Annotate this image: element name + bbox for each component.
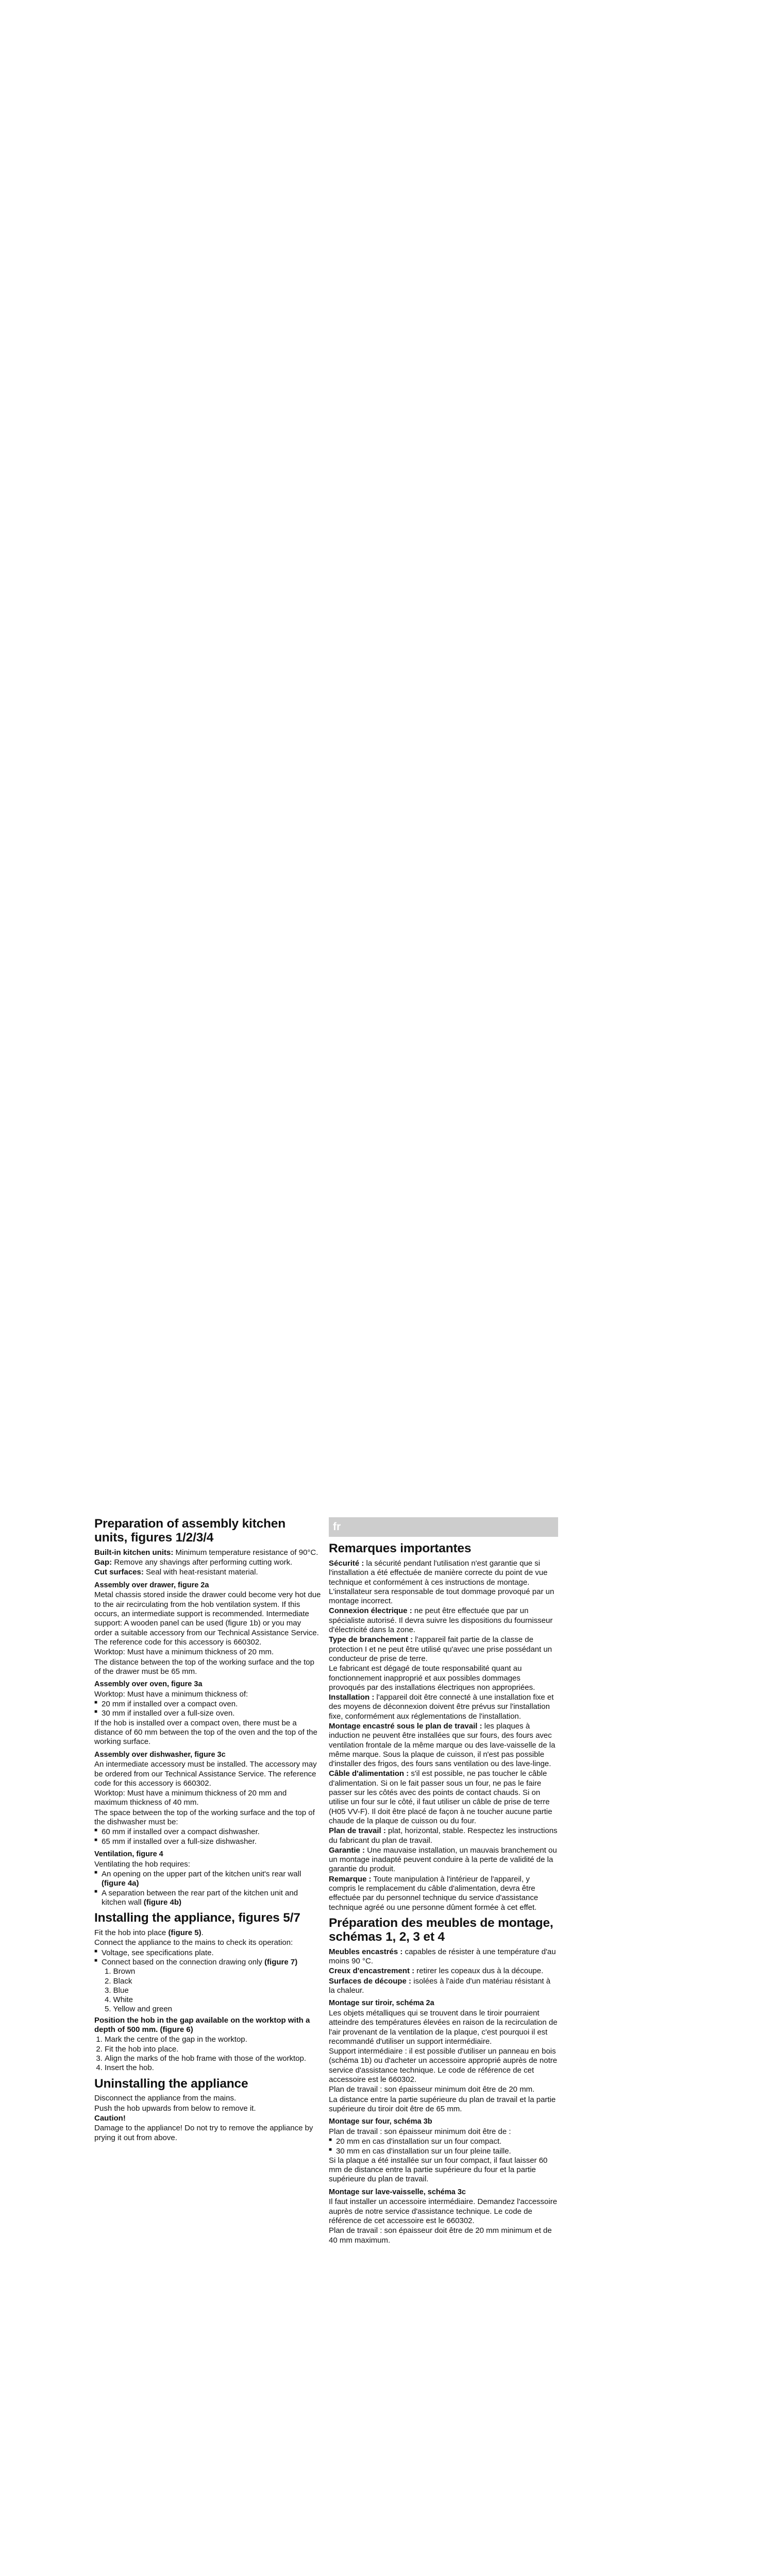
section-title-uninstalling: Uninstalling the appliance bbox=[94, 2076, 248, 2091]
list-item: ■ 20 mm if installed over a compact oven. bbox=[94, 1700, 321, 1709]
list-item: 3. Blue bbox=[105, 1986, 129, 1995]
paragraph: Connect the appliance to the mains to check its operation: bbox=[94, 1938, 293, 1947]
heading-sur-tiroir: Montage sur tiroir, schéma 2a bbox=[329, 1999, 434, 2008]
caution-label: Caution! bbox=[94, 2114, 126, 2123]
section-title-remarques: Remarques importantes bbox=[329, 1541, 472, 1555]
paragraph: Push the hob upwards from below to remove it. bbox=[94, 2104, 256, 2113]
paragraph: Sécurité : la sécurité pendant l'utilisation n'est garantie que si l'installation a été effectuée de manière correcte du point de vue technique et conformément à ces instructions de montage. L'installateur sera responsable de tout dommage provoqué par un montage incorrect. bbox=[329, 1558, 554, 1606]
paragraph: Connexion électrique : ne peut être effectuée que par un spécialiste autorisé. Il devra suivre les dispositions du fournisseur d'électricité dans la zone. bbox=[329, 1606, 553, 1635]
paragraph: Si la plaque a été installée sur un four compact, il faut laisser 60 mm de distance entre la partie supérieure du four et la partie supérieure du plan de travail. bbox=[329, 2156, 548, 2184]
paragraph: Creux d'encastrement : retirer les copeaux dus à la découpe. bbox=[329, 1967, 544, 1976]
wire-color-list bbox=[94, 1967, 321, 2014]
list-item: ■ An opening on the upper part of the kitchen unit's rear wall (figure 4a) bbox=[94, 1870, 321, 1889]
paragraph: Fit the hob into place (figure 5). bbox=[94, 1928, 204, 1938]
paragraph: Surfaces de découpe : isolées à l'aide d'un matériau résistant à la chaleur. bbox=[329, 1976, 551, 1995]
paragraph: Type de branchement : l'appareil fait partie de la classe de protection I et ne peut être utilisé qu'avec une prise possédant un conducteur de prise de terre. bbox=[329, 1635, 552, 1663]
list-item: ■ 30 mm en cas d'installation sur un four pleine taille. bbox=[329, 2147, 558, 2156]
list-item: 4. Insert the hob. bbox=[105, 2063, 321, 2073]
bullet-list bbox=[329, 2137, 558, 2156]
steps-list bbox=[94, 2035, 321, 2073]
section-title-installing: Installing the appliance, figures 5/7 bbox=[94, 1911, 300, 1925]
list-item: ■ Voltage, see specifications plate. bbox=[94, 1948, 321, 1958]
heading-sur-four: Montage sur four, schéma 3b bbox=[329, 2117, 432, 2126]
paragraph: Metal chassis stored inside the drawer could become very hot due to the air recirculating from the hob ventilation system. If this occurs, an intermediate support is recommended. Intermediate support: A wooden panel can be used (figure 1b) or you may order a suitable accessory from our Technical Assistance Service. The reference code for this accessory is 660302. bbox=[94, 1590, 321, 1647]
list-item: 3. Align the marks of the hob frame with those of the worktop. bbox=[105, 2054, 321, 2063]
paragraph: Plan de travail : son épaisseur minimum doit être de 20 mm. bbox=[329, 2085, 535, 2094]
paragraph: Les objets métalliques qui se trouvent dans le tiroir pourraient atteindre des températures élevées en raison de la recirculation de l'air provenant de la ventilation de la plaque, c'est pourquoi il est recommandé d'utiliser un support intermédiaire. bbox=[329, 2008, 558, 2046]
section-title-preparation: Preparation of assembly kitchen units, figures 1/2/3/4 bbox=[94, 1517, 285, 1545]
french-column bbox=[329, 1517, 558, 2246]
paragraph: La distance entre la partie supérieure du plan de travail et la partie supérieure du tiroir doit être de 65 mm. bbox=[329, 2095, 556, 2113]
paragraph: Support intermédiaire : il est possible d'utiliser un panneau en bois (schéma 1b) ou d'acheter un accessoire approprié auprès de notre service d'assistance technique. Le code de référence de cet accessoire est le 660302. bbox=[329, 2047, 558, 2084]
heading-over-drawer: Assembly over drawer, figure 2a bbox=[94, 1581, 209, 1589]
paragraph: The distance between the top of the working surface and the top of the drawer must be 65 mm. bbox=[94, 1657, 314, 1676]
paragraph: Il faut installer un accessoire intermédiaire. Demandez l'accessoire auprès de notre service d'assistance technique. Le code de référence de cet accessoire est le 660302. bbox=[329, 2197, 558, 2225]
language-code: fr bbox=[333, 1521, 341, 1533]
paragraph-position-hob: Position the hob in the gap available on the worktop with a depth of 500 mm. (figure 6) bbox=[94, 2015, 310, 2035]
paragraph: Garantie : Une mauvaise installation, un mauvais branchement ou un montage inadapté peuvent conduire à la perte de validité de la garantie du produit. bbox=[329, 1845, 557, 1874]
paragraph-built-in: Built-in kitchen units: Minimum temperature resistance of 90°C. bbox=[94, 1548, 318, 1557]
english-column bbox=[94, 1517, 321, 2143]
paragraph-cut-surfaces: Cut surfaces: Seal with heat-resistant material. bbox=[94, 1568, 258, 1577]
list-item: 1. Brown bbox=[105, 1967, 136, 1976]
paragraph: Worktop: Must have a minimum thickness of: bbox=[94, 1689, 248, 1699]
paragraph: Disconnect the appliance from the mains. bbox=[94, 2094, 237, 2103]
paragraph: Worktop: Must have a minimum thickness of 20 mm and maximum thickness of 40 mm. bbox=[94, 1789, 287, 1807]
list-item: 2. Fit the hob into place. bbox=[105, 2045, 321, 2054]
list-item: 2. Black bbox=[105, 1976, 132, 1986]
list-item: ■ 65 mm if installed over a full-size dishwasher. bbox=[94, 1837, 321, 1846]
heading-over-dishwasher: Assembly over dishwasher, figure 3c bbox=[94, 1750, 226, 1759]
paragraph: Le fabricant est dégagé de toute responsabilité quant au fonctionnement inapproprié et aux possibles dommages provoqués par des installations électriques non appropriées. bbox=[329, 1664, 535, 1692]
paragraph: Worktop: Must have a minimum thickness of 20 mm. bbox=[94, 1648, 274, 1657]
heading-ventilation: Ventilation, figure 4 bbox=[94, 1850, 163, 1858]
paragraph: Plan de travail : plat, horizontal, stable. Respectez les instructions du fabricant du plan de travail. bbox=[329, 1826, 558, 1845]
paragraph: Ventilating the hob requires: bbox=[94, 1859, 190, 1869]
list-item: 4. White bbox=[105, 1995, 133, 2005]
heading-sur-lave-vaisselle: Montage sur lave-vaisselle, schéma 3c bbox=[329, 2188, 466, 2196]
section-title-preparation-fr: Préparation des meubles de montage, schémas 1, 2, 3 et 4 bbox=[329, 1916, 553, 1944]
paragraph: Montage encastré sous le plan de travail : les plaques à induction ne peuvent être installées que sur fours, des fours avec ventilation frontale de la même marque ou des lave-vaisselle de la même marque. Sous la plaque de cuisson, il n'est pas possible d'installer des frigos, des fours sans ventilation ou des lave-linge. bbox=[329, 1721, 556, 1769]
paragraph: Remarque : Toute manipulation à l'intérieur de l'appareil, y compris le remplacement du câble d'alimentation, devra être effectuée par du personnel technique du service d'assistance technique agréé ou une personne dûment formée à cet effet. bbox=[329, 1874, 539, 1912]
bullet-list bbox=[94, 1948, 321, 1968]
bullet-list bbox=[94, 1827, 321, 1846]
paragraph: Plan de travail : son épaisseur minimum doit être de : bbox=[329, 2127, 511, 2136]
list-item: ■ 30 mm if installed over a full-size oven. bbox=[94, 1709, 321, 1718]
bullet-list bbox=[94, 1870, 321, 1907]
list-item: ■ 20 mm en cas d'installation sur un four compact. bbox=[329, 2137, 558, 2146]
paragraph-caution: Damage to the appliance! Do not try to remove the appliance by prying it out from above. bbox=[94, 2124, 313, 2142]
paragraph: Plan de travail : son épaisseur doit être de 20 mm minimum et de 40 mm maximum. bbox=[329, 2226, 552, 2245]
list-item: 5. Yellow and green bbox=[105, 2005, 172, 2014]
paragraph: An intermediate accessory must be installed. The accessory may be ordered from our Technical Assistance Service. The reference code for this accessory is 660302. bbox=[94, 1760, 317, 1788]
paragraph: The space between the top of the working surface and the top of the dishwasher must be: bbox=[94, 1808, 315, 1827]
list-item: ■ 60 mm if installed over a compact dishwasher. bbox=[94, 1827, 321, 1837]
paragraph: If the hob is installed over a compact oven, there must be a distance of 60 mm between the top of the oven and the top of the working surface. bbox=[94, 1718, 317, 1747]
heading-over-oven: Assembly over oven, figure 3a bbox=[94, 1680, 203, 1689]
list-item: 1. Mark the centre of the gap in the worktop. bbox=[105, 2035, 321, 2044]
paragraph: Meubles encastrés : capables de résister à une température d'au moins 90 °C. bbox=[329, 1947, 556, 1966]
paragraph-gap: Gap: Remove any shavings after performing cutting work. bbox=[94, 1558, 293, 1567]
paragraph: Installation : l'appareil doit être connecté à une installation fixe et des moyens de déconnexion doivent être prévus sur l'installation fixe, conformément aux réglementations de l'installation. bbox=[329, 1693, 554, 1721]
list-item: ■ A separation between the rear part of the kitchen unit and kitchen wall (figure 4b) bbox=[94, 1889, 321, 1908]
bullet-list bbox=[94, 1700, 321, 1719]
language-bar bbox=[329, 1517, 558, 1537]
list-item: ■ Connect based on the connection drawing only (figure 7) bbox=[94, 1958, 321, 1967]
paragraph: Câble d'alimentation : s'il est possible, ne pas toucher le câble d'alimentation. Si on le fait passer sous un four, ne pas le faire passer sur les côtés avec des points de contact chauds. Si on utilise un four sur le côté, il faut utiliser un câble de prise de terre (H05 VV-F). Il doit être placé de façon à ne toucher aucune partie chaude de la plaque de cuisson ou du four. bbox=[329, 1769, 552, 1825]
